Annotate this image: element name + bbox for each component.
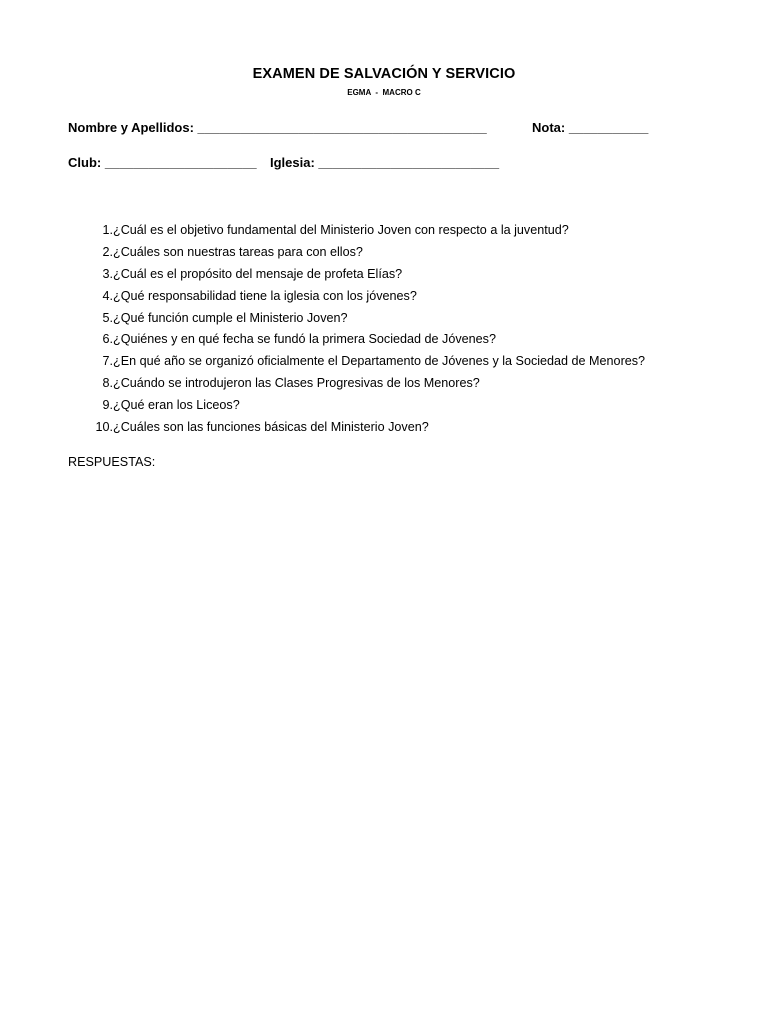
question-text: ¿Qué función cumple el Ministerio Joven? [113,310,348,325]
question-text: ¿Cuáles son las funciones básicas del Ministerio Joven? [113,420,429,435]
exam-subtitle: EGMA - MACRO C [347,88,421,97]
answers-label: RESPUESTAS: [68,455,156,469]
question-number: 3. [102,266,113,281]
question-item [82,419,645,441]
question-item [82,310,645,332]
question-text: ¿Cuál es el objetivo fundamental del Ministerio Joven con respecto a la juventud? [113,223,569,237]
question-number: 1. [102,223,113,237]
question-number: 7. [102,354,113,369]
question-number: 10. [95,420,113,435]
question-item [82,266,645,288]
question-item [82,288,645,310]
question-number: 5. [102,310,113,325]
question-number: 4. [102,288,113,303]
question-item [82,353,645,375]
question-text: ¿Cuáles son nuestras tareas para con ellos? [113,244,363,259]
question-number: 9. [102,398,113,413]
question-text: ¿Qué eran los Liceos? [113,398,240,413]
question-text: ¿Qué responsabilidad tiene la iglesia con los jóvenes? [113,288,417,303]
club-field-label: Club: _____________________ [68,155,257,170]
question-list [82,222,645,441]
question-number: 6. [102,332,113,347]
name-field-label: Nombre y Apellidos: ________________________________________ [68,120,487,135]
question-item [82,397,645,419]
question-item [82,331,645,353]
question-text: ¿Quiénes y en qué fecha se fundó la primera Sociedad de Jóvenes? [113,332,496,347]
question-text: ¿Cuándo se introdujeron las Clases Progresivas de los Menores? [113,376,480,391]
question-text: ¿En qué año se organizó oficialmente el Departamento de Jóvenes y la Sociedad de Menores? [113,354,646,369]
question-number: 8. [102,376,113,391]
question-number: 2. [102,244,113,259]
question-text: ¿Cuál es el propósito del mensaje de profeta Elías? [113,266,403,281]
exam-title: EXAMEN DE SALVACIÓN Y SERVICIO [252,66,516,82]
question-item [82,244,645,266]
question-item [82,222,645,244]
grade-field-label: Nota: ___________ [532,120,649,135]
church-field-label: Iglesia: _________________________ [270,155,500,170]
question-item [82,375,645,397]
